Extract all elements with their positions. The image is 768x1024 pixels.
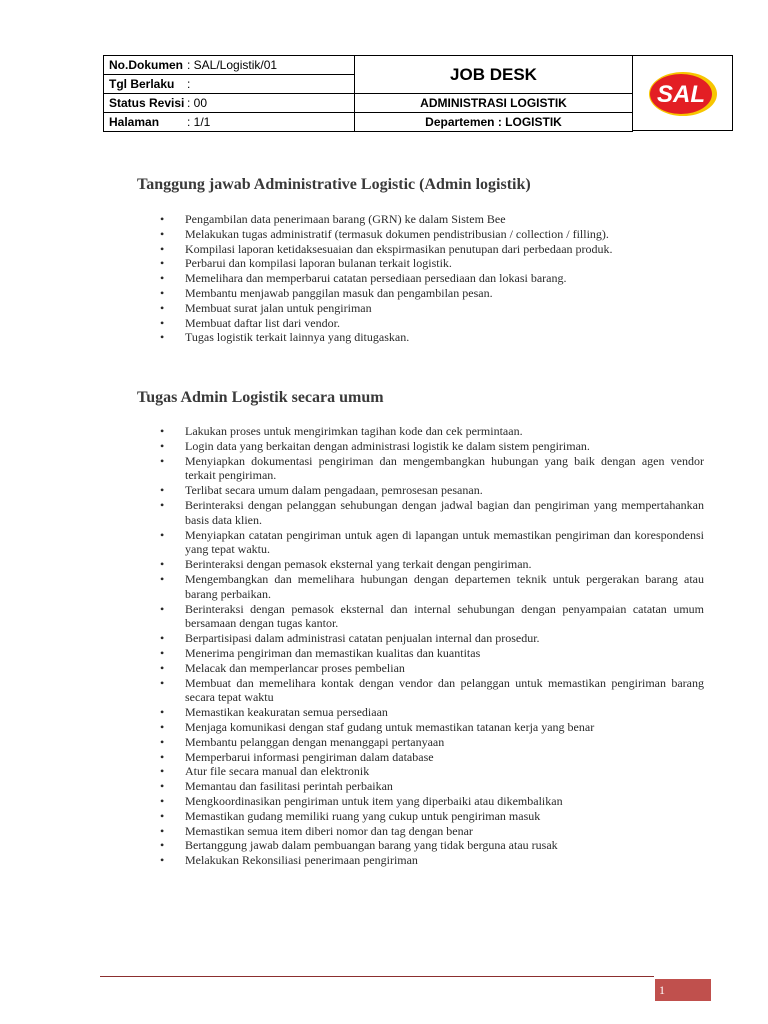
list-item: • Mengkoordinasikan pengiriman untuk item yang diperbaiki atau dikembalikan: [160, 794, 704, 809]
effective-date-cell: [104, 75, 355, 94]
list-item: • Berinteraksi dengan pemasok eksternal dan internal sehubungan dengan penyampaian catatan umum bersamaan dengan tugas kantor.: [160, 602, 704, 632]
doc-number-cell: [104, 56, 355, 75]
page-info-value: : 1/1: [187, 115, 211, 129]
responsibilities-list: [160, 212, 704, 345]
logo-text: SAL: [657, 81, 705, 108]
document-subtitle: ADMINISTRASI LOGISTIK: [355, 94, 633, 113]
list-item: • Login data yang berkaitan dengan administrasi logistik ke dalam sistem pengiriman.: [160, 439, 704, 454]
list-item: • Tugas logistik terkait lainnya yang ditugaskan.: [160, 330, 704, 345]
list-item: • Menjaga komunikasi dengan staf gudang untuk memastikan tatanan kerja yang benar: [160, 720, 704, 735]
effective-date-label: Tgl Berlaku: [109, 77, 175, 91]
list-item: • Menerima pengiriman dan memastikan kualitas dan kuantitas: [160, 646, 704, 661]
sal-logo: [647, 68, 719, 120]
page-info-label: Halaman: [109, 115, 160, 129]
list-item: • Memperbarui informasi pengiriman dalam database: [160, 750, 704, 765]
document-header-table: [103, 55, 633, 132]
list-item: • Kompilasi laporan ketidaksesuaian dan ekspirmasikan penutupan dari perbedaan produk.: [160, 242, 704, 257]
effective-date-value: :: [187, 77, 191, 91]
doc-number-value: : SAL/Logistik/01: [187, 58, 278, 72]
list-item: • Menyiapkan catatan pengiriman untuk agen di lapangan untuk memastikan pengiriman dan korespondensi yang tepat waktu.: [160, 528, 704, 558]
doc-number-label: No.Dokumen: [109, 58, 184, 72]
footer-divider: [100, 976, 654, 977]
list-item: • Mengembangkan dan memelihara hubungan dengan departemen teknik untuk pergerakan barang atau barang perbaikan.: [160, 572, 704, 602]
section-heading-general-tasks: Tugas Admin Logistik secara umum: [137, 389, 384, 406]
list-item: • Membuat surat jalan untuk pengiriman: [160, 301, 704, 316]
revision-status-label: Status Revisi: [109, 96, 185, 110]
logo-cell: [633, 55, 733, 131]
list-item: • Membantu menjawab panggilan masuk dan pengambilan pesan.: [160, 286, 704, 301]
section-heading-responsibilities: Tanggung jawab Administrative Logistic (Admin logistik): [137, 176, 531, 193]
list-item: • Pengambilan data penerimaan barang (GRN) ke dalam Sistem Bee: [160, 212, 704, 227]
list-item: • Berpartisipasi dalam administrasi catatan penjualan internal dan prosedur.: [160, 631, 704, 646]
general-tasks-list: [160, 424, 704, 868]
revision-status-value: : 00: [187, 96, 208, 110]
list-item: • Memastikan keakuratan semua persediaan: [160, 705, 704, 720]
list-item: • Melakukan Rekonsiliasi penerimaan pengiriman: [160, 853, 704, 868]
page-number-box: [655, 979, 711, 1001]
list-item: • Memastikan semua item diberi nomor dan tag dengan benar: [160, 824, 704, 839]
list-item: • Bertanggung jawab dalam pembuangan barang yang tidak berguna atau rusak: [160, 838, 704, 853]
list-item: • Membuat daftar list dari vendor.: [160, 316, 704, 331]
list-item: • Menyiapkan dokumentasi pengiriman dan mengembangkan hubungan yang baik dengan agen vendor terkait pengiriman.: [160, 454, 704, 484]
list-item: • Melacak dan memperlancar proses pembelian: [160, 661, 704, 676]
page-number: 1: [659, 983, 665, 997]
list-item: • Lakukan proses untuk mengirimkan tagihan kode dan cek permintaan.: [160, 424, 704, 439]
list-item: • Perbarui dan kompilasi laporan bulanan terkait logistik.: [160, 256, 704, 271]
document-title: JOB DESK: [355, 56, 633, 94]
department-label: Departemen : LOGISTIK: [355, 113, 633, 132]
list-item: • Memastikan gudang memiliki ruang yang cukup untuk pengiriman masuk: [160, 809, 704, 824]
list-item: • Melakukan tugas administratif (termasuk dokumen pendistribusian / collection / filling).: [160, 227, 704, 242]
list-item: • Terlibat secara umum dalam pengadaan, pemrosesan pesanan.: [160, 483, 704, 498]
revision-status-cell: [104, 94, 355, 113]
list-item: • Memantau dan fasilitasi perintah perbaikan: [160, 779, 704, 794]
list-item: • Berinteraksi dengan pemasok eksternal yang terkait dengan pengiriman.: [160, 557, 704, 572]
list-item: • Memelihara dan memperbarui catatan persediaan persediaan dan lokasi barang.: [160, 271, 704, 286]
list-item: • Membantu pelanggan dengan menanggapi pertanyaan: [160, 735, 704, 750]
list-item: • Atur file secara manual dan elektronik: [160, 764, 704, 779]
list-item: • Berinteraksi dengan pelanggan sehubungan dengan jadwal bagian dan pengiriman yang mempertahankan basis data klien.: [160, 498, 704, 528]
list-item: • Membuat dan memelihara kontak dengan vendor dan pelanggan untuk memastikan pengiriman barang secara tepat waktu: [160, 676, 704, 706]
page-info-cell: [104, 113, 355, 132]
